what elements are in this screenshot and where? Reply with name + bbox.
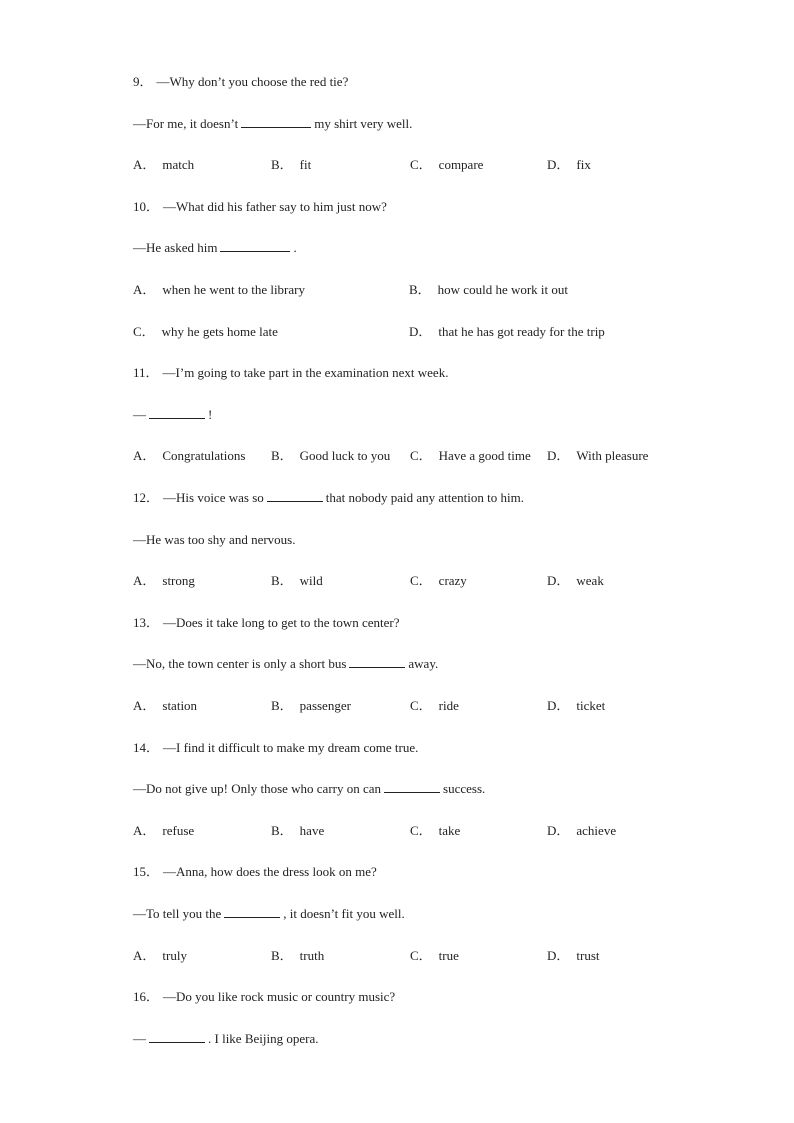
- option-text: when he went to the library: [162, 282, 305, 297]
- prompt-text-after: that nobody paid any attention to him.: [325, 490, 524, 505]
- prompt-text: —Do you like rock music or country music?: [163, 989, 396, 1004]
- option-text: truly: [162, 948, 187, 963]
- option-c[interactable]: [410, 822, 460, 840]
- question-number: 12．: [133, 490, 160, 505]
- option-b[interactable]: [271, 947, 324, 965]
- reply-text: —: [133, 407, 146, 422]
- option-d[interactable]: [547, 156, 591, 174]
- prompt-text: —Why don’t you choose the red tie?: [156, 74, 349, 89]
- option-text: why he gets home late: [161, 324, 278, 339]
- option-d[interactable]: [547, 822, 616, 840]
- reply-text: —He asked him: [133, 240, 218, 255]
- question-number: 13．: [133, 615, 160, 630]
- option-letter: C．: [133, 324, 155, 339]
- option-letter: A．: [133, 573, 156, 588]
- option-letter: B．: [271, 698, 293, 713]
- question-prompt: [133, 489, 524, 507]
- option-letter: D．: [547, 698, 570, 713]
- option-letter: B．: [409, 282, 431, 297]
- option-text: ride: [438, 698, 459, 713]
- answer-blank: [149, 1030, 205, 1043]
- option-letter: D．: [409, 324, 432, 339]
- prompt-text: —I find it difficult to make my dream come true.: [163, 740, 419, 755]
- reply-text-after: success.: [443, 781, 486, 796]
- reply-text: —Do not give up! Only those who carry on can: [133, 781, 382, 796]
- answer-blank: [241, 115, 311, 128]
- reply-text: —: [133, 1031, 146, 1046]
- prompt-text: —His voice was so: [163, 490, 264, 505]
- option-b[interactable]: [271, 697, 351, 715]
- option-b[interactable]: [271, 156, 311, 174]
- option-c[interactable]: [133, 323, 278, 341]
- option-text: take: [438, 823, 461, 838]
- answer-blank: [267, 489, 323, 502]
- option-text: Have a good time: [438, 448, 531, 463]
- option-text: achieve: [576, 823, 617, 838]
- option-letter: B．: [271, 573, 293, 588]
- option-d[interactable]: [409, 323, 605, 341]
- question-reply: [133, 655, 438, 673]
- option-letter: C．: [410, 823, 432, 838]
- option-d[interactable]: [547, 447, 648, 465]
- question-number: 11．: [133, 365, 159, 380]
- option-text: With pleasure: [576, 448, 649, 463]
- option-letter: B．: [271, 948, 293, 963]
- question-reply: [133, 115, 412, 133]
- prompt-text: —Anna, how does the dress look on me?: [163, 864, 377, 879]
- prompt-text: —I’m going to take part in the examination next week.: [162, 365, 449, 380]
- option-c[interactable]: [410, 697, 459, 715]
- reply-text: —To tell you the: [133, 906, 222, 921]
- question-prompt: [133, 364, 448, 382]
- option-d[interactable]: [547, 947, 600, 965]
- option-letter: A．: [133, 948, 156, 963]
- reply-text-after: . I like Beijing opera.: [208, 1031, 319, 1046]
- option-text: Congratulations: [162, 448, 246, 463]
- option-letter: D．: [547, 573, 570, 588]
- option-letter: D．: [547, 823, 570, 838]
- option-d[interactable]: [547, 697, 605, 715]
- option-c[interactable]: [410, 447, 531, 465]
- option-b[interactable]: [271, 822, 324, 840]
- question-prompt: [133, 73, 348, 91]
- question-prompt: [133, 198, 387, 216]
- option-text: truth: [299, 948, 325, 963]
- reply-text-after: away.: [408, 656, 439, 671]
- option-text: trust: [576, 948, 600, 963]
- reply-text: —No, the town center is only a short bus: [133, 656, 347, 671]
- option-letter: D．: [547, 157, 570, 172]
- question-number: 14．: [133, 740, 160, 755]
- option-letter: C．: [410, 157, 432, 172]
- option-text: compare: [438, 157, 484, 172]
- reply-text-after: , it doesn’t fit you well.: [283, 906, 405, 921]
- option-a[interactable]: [133, 947, 187, 965]
- option-text: weak: [576, 573, 604, 588]
- option-letter: C．: [410, 948, 432, 963]
- prompt-text: —What did his father say to him just now?: [163, 199, 387, 214]
- question-prompt: [133, 863, 377, 881]
- option-text: wild: [299, 573, 323, 588]
- option-text: crazy: [438, 573, 467, 588]
- option-text: how could he work it out: [437, 282, 569, 297]
- answer-blank: [220, 239, 290, 252]
- question-prompt: [133, 739, 418, 757]
- option-letter: C．: [410, 573, 432, 588]
- option-text: station: [162, 698, 198, 713]
- option-letter: A．: [133, 282, 156, 297]
- answer-blank: [149, 406, 205, 419]
- option-c[interactable]: [410, 572, 467, 590]
- option-letter: B．: [271, 823, 293, 838]
- option-a[interactable]: [133, 697, 197, 715]
- option-text: ticket: [576, 698, 606, 713]
- option-text: match: [162, 157, 195, 172]
- answer-blank: [224, 905, 280, 918]
- option-a[interactable]: [133, 281, 305, 299]
- option-letter: B．: [271, 157, 293, 172]
- option-text: true: [438, 948, 459, 963]
- option-b[interactable]: [271, 572, 323, 590]
- question-reply: [133, 239, 297, 257]
- answer-blank: [349, 655, 405, 668]
- question-prompt: [133, 988, 395, 1006]
- option-c[interactable]: [410, 156, 483, 174]
- option-letter: C．: [410, 448, 432, 463]
- answer-blank: [384, 780, 440, 793]
- option-letter: D．: [547, 448, 570, 463]
- option-text: strong: [162, 573, 195, 588]
- option-a[interactable]: [133, 156, 194, 174]
- reply-text-after: .: [293, 240, 297, 255]
- option-text: that he has got ready for the trip: [438, 324, 605, 339]
- option-d[interactable]: [547, 572, 604, 590]
- option-letter: A．: [133, 823, 156, 838]
- question-number: 15．: [133, 864, 160, 879]
- option-a[interactable]: [133, 572, 195, 590]
- option-c[interactable]: [410, 947, 459, 965]
- option-text: fix: [576, 157, 591, 172]
- reply-text: —For me, it doesn’t: [133, 116, 239, 131]
- option-letter: C．: [410, 698, 432, 713]
- option-text: refuse: [162, 823, 195, 838]
- question-reply: [133, 780, 485, 798]
- option-text: fit: [299, 157, 312, 172]
- option-b[interactable]: [271, 447, 390, 465]
- option-a[interactable]: [133, 822, 194, 840]
- option-letter: B．: [271, 448, 293, 463]
- question-reply: [133, 1030, 318, 1048]
- question-number: 10．: [133, 199, 160, 214]
- option-letter: D．: [547, 948, 570, 963]
- option-letter: A．: [133, 157, 156, 172]
- question-reply: [133, 531, 295, 549]
- prompt-text: —Does it take long to get to the town center?: [163, 615, 400, 630]
- question-reply: [133, 905, 405, 923]
- question-number: 9．: [133, 74, 153, 89]
- question-number: 16．: [133, 989, 160, 1004]
- reply-text-after: my shirt very well.: [314, 116, 413, 131]
- question-reply: [133, 406, 212, 424]
- option-text: have: [299, 823, 325, 838]
- option-letter: A．: [133, 698, 156, 713]
- option-text: Good luck to you: [299, 448, 391, 463]
- option-text: passenger: [299, 698, 351, 713]
- reply-text: —He was too shy and nervous.: [133, 532, 296, 547]
- option-b[interactable]: [409, 281, 568, 299]
- option-letter: A．: [133, 448, 156, 463]
- reply-text-after: !: [208, 407, 213, 422]
- option-a[interactable]: [133, 447, 245, 465]
- question-prompt: [133, 614, 399, 632]
